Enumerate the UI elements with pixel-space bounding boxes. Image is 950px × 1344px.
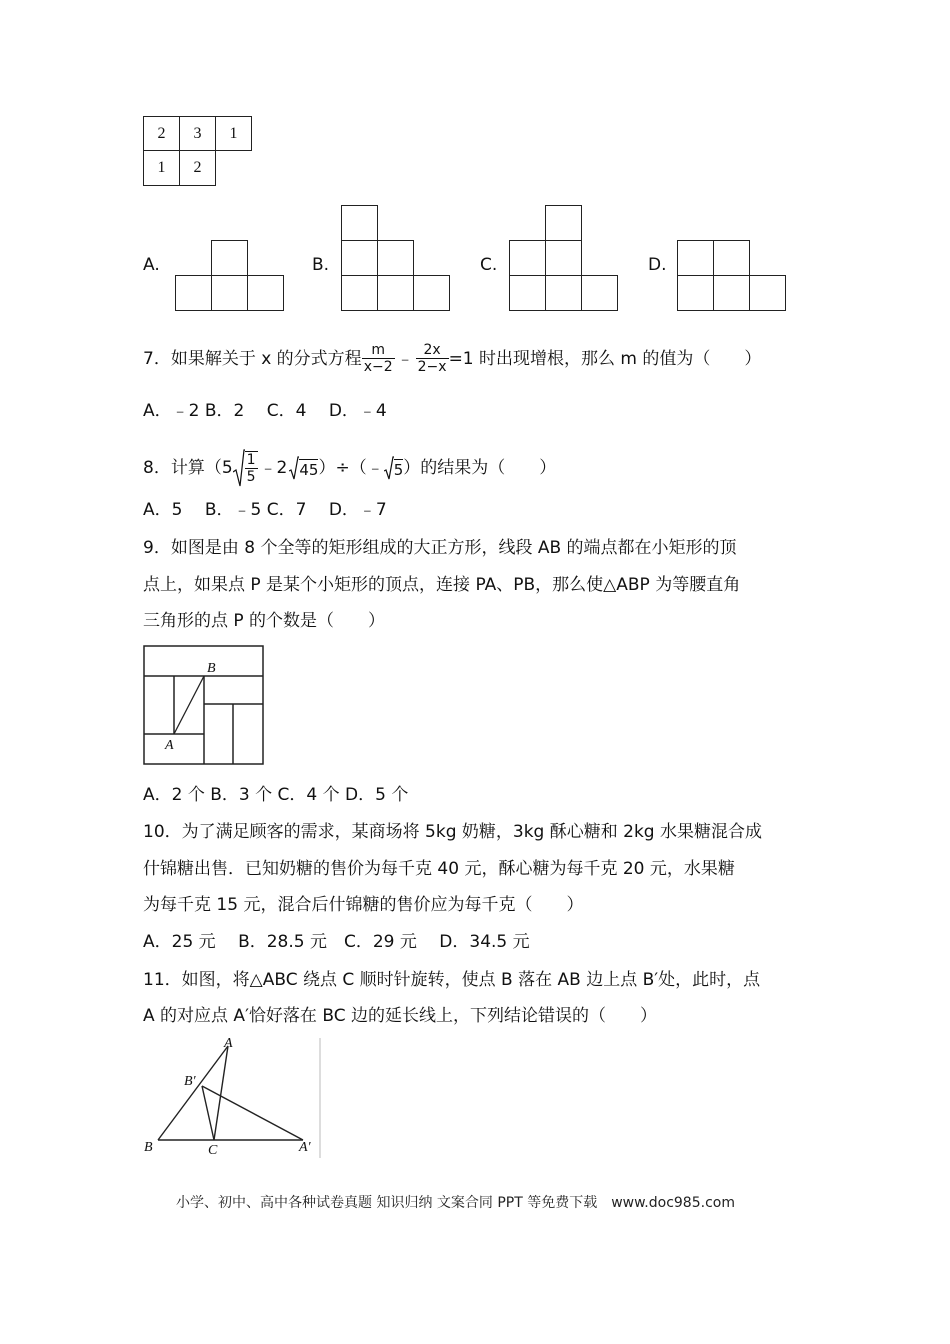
question-8-options: A．5 B．﹣5 C．7 D．﹣7 xyxy=(143,500,387,520)
label-a: A xyxy=(224,1036,233,1051)
option-c-label: C. xyxy=(480,255,498,275)
option-d-figure xyxy=(677,240,789,312)
page-footer: 小学、初中、高中各种试卷真题 知识归纳 文案合同 PPT 等免费下载 www.doc985.com xyxy=(176,1195,735,1211)
question-10-options: A．25 元 B．28.5 元 C．29 元 D．34.5 元 xyxy=(143,932,530,952)
grid-cell: 2 xyxy=(179,150,216,186)
point-b-label: B xyxy=(207,661,216,676)
option-a-figure xyxy=(175,240,285,312)
question-9-figure xyxy=(140,642,270,767)
question-9-line-2: 点上，如果点 P 是某个小矩形的顶点，连接 PA、PB，那么使△ABP 为等腰直角 xyxy=(143,575,741,595)
label-b-prime: B′ xyxy=(184,1074,196,1089)
grid-cell: 1 xyxy=(215,116,252,151)
radical-sign-icon xyxy=(384,456,394,480)
top-number-grid xyxy=(143,116,253,186)
grid-cell: 2 xyxy=(143,116,180,151)
radical-sign-icon xyxy=(289,456,299,480)
question-9-line-1: 9．如图是由 8 个全等的矩形组成的大正方形，线段 AB 的端点都在小矩形的顶 xyxy=(143,538,737,558)
option-c-figure xyxy=(509,205,621,312)
question-10-line-1: 10．为了满足顾客的需求，某商场将 5kg 奶糖，3kg 酥心糖和 2kg 水果糖混合成 xyxy=(143,822,763,842)
label-a-prime: A′ xyxy=(299,1140,311,1155)
question-11-line-1: 11．如图，将△ABC 绕点 C 顺时针旋转，使点 B 落在 AB 边上点 B′处，此时，点 xyxy=(143,970,761,990)
label-c: C xyxy=(208,1143,218,1158)
grid-cell: 3 xyxy=(179,116,216,151)
grid-cell: 1 xyxy=(143,150,180,186)
option-b-figure xyxy=(341,205,453,312)
question-7: 7．如果解关于 x 的分式方程 $\frac{m}{x-2}$ ﹣ $\frac{2x}{2-x}$ =1 时出现增根，那么 m 的值为（ ） xyxy=(143,342,762,375)
option-a-label: A. xyxy=(143,255,160,275)
radical-sign-icon xyxy=(233,448,245,488)
option-b-label: B. xyxy=(312,255,330,275)
fraction-1-over-5: $\frac{1}{5}$ xyxy=(246,452,256,485)
label-b: B xyxy=(144,1140,153,1155)
question-8: 8．计算（5 $\frac{1}{5}$ ﹣2 45 ）÷（﹣ 5 ）的结果为（ ） xyxy=(143,448,556,488)
question-11-figure xyxy=(140,1034,325,1164)
fraction-m-over-x-minus-2: $\frac{m}{x-2}$ xyxy=(363,342,393,375)
question-9-options: A．2 个 B．3 个 C．4 个 D．5 个 xyxy=(143,785,409,805)
question-9-line-3: 三角形的点 P 的个数是（ ） xyxy=(143,611,386,631)
question-11-line-2: A 的对应点 A′恰好落在 BC 边的延长线上，下列结论错误的（ ） xyxy=(143,1006,657,1026)
point-a-label: A xyxy=(165,738,174,753)
fraction-2x-over-2-minus-x: $\frac{2x}{2-x}$ xyxy=(417,342,447,375)
question-10-line-2: 什锦糖出售．已知奶糖的售价为每千克 40 元，酥心糖为每千克 20 元，水果糖 xyxy=(143,859,735,879)
option-d-label: D. xyxy=(648,255,667,275)
question-10-line-3: 为每千克 15 元，混合后什锦糖的售价应为每千克（ ） xyxy=(143,895,584,915)
question-7-options: A．﹣2 B．2 C．4 D．﹣4 xyxy=(143,401,387,421)
